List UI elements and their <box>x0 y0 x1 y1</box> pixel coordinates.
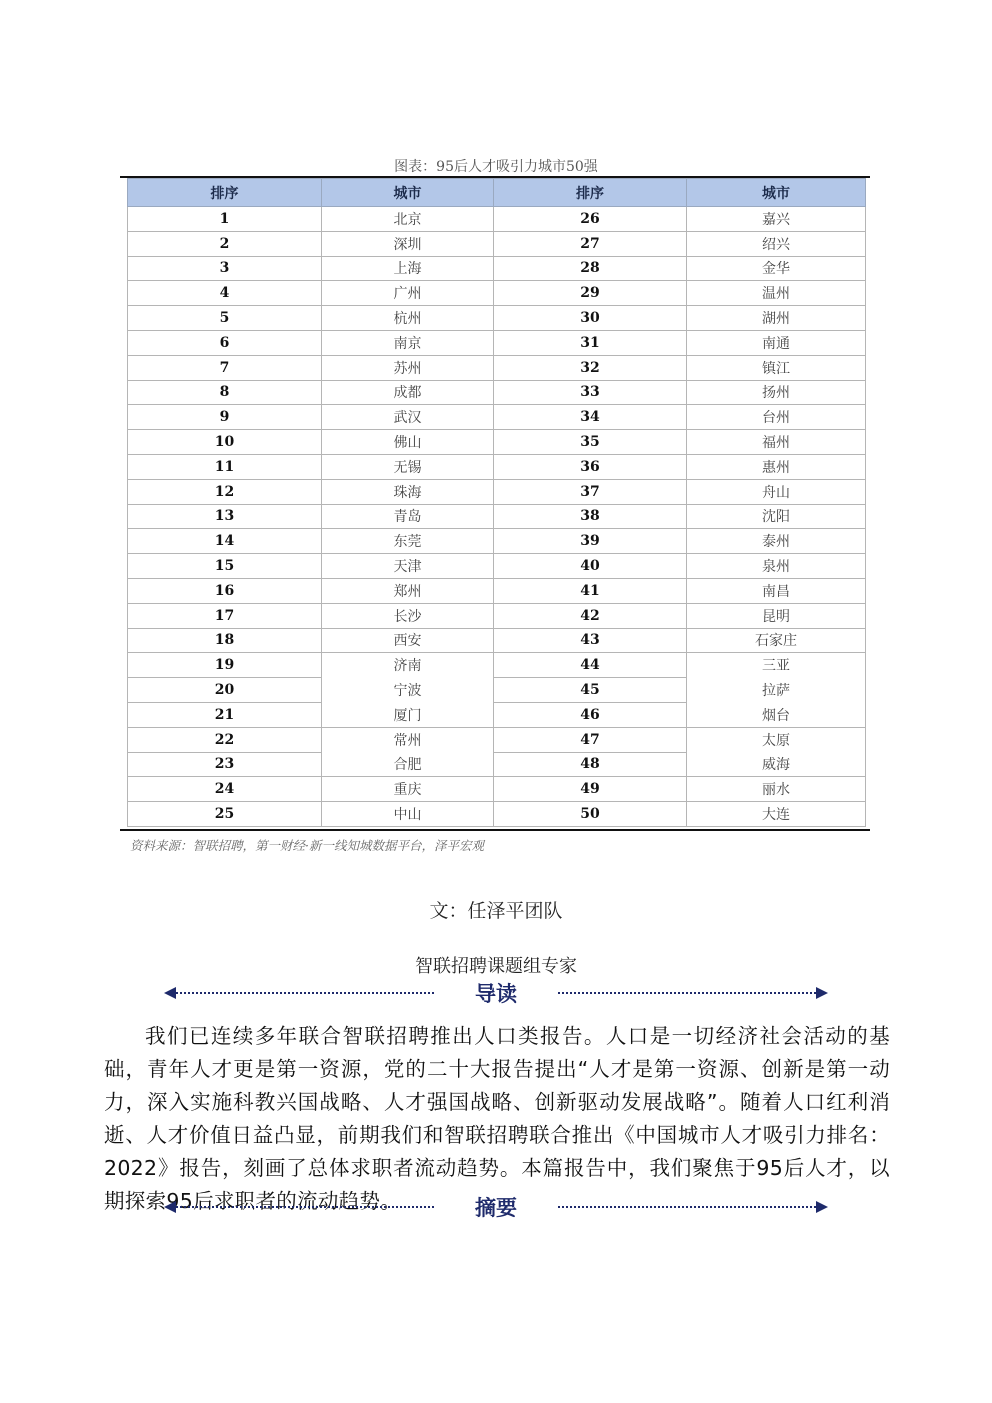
cell-rank-left: 20 <box>128 678 322 703</box>
cell-city-right: 烟台 <box>687 702 866 727</box>
table-row <box>128 405 866 430</box>
dotted-line-right <box>558 1206 816 1208</box>
table-row <box>128 281 866 306</box>
header-rank-right: 排序 <box>494 179 687 207</box>
author-line: 文：任泽平团队 <box>429 900 563 922</box>
cell-city-right: 拉萨 <box>687 678 866 703</box>
cell-rank-right: 48 <box>494 752 687 777</box>
cell-city-left: 北京 <box>322 207 494 232</box>
table-row <box>128 578 866 603</box>
cell-rank-right: 35 <box>494 430 687 455</box>
cell-city-right: 嘉兴 <box>687 207 866 232</box>
cell-rank-right: 37 <box>494 479 687 504</box>
cell-rank-right: 47 <box>494 727 687 752</box>
cell-rank-right: 44 <box>494 653 687 678</box>
intro-heading: 导读 <box>475 982 517 1006</box>
intro-paragraph: 我们已连续多年联合智联招聘推出人口类报告。人口是一切经济社会活动的基础，青年人才更是第一资源，党的二十大报告提出“人才是第一资源、创新是第一动力，深入实施科教兴国战略、人才强国战略、创新驱动发展战略”。随着人口红利消逝、人才价值日益凸显，前期我们和智联招聘联合推出《中国城市人才吸引力排名：2022》报告，刻画了总体求职者流动趋势。本篇报告中，我们聚焦于95后人才，以期探索95后求职者的流动趋势。 <box>104 1024 890 1213</box>
cell-rank-left: 6 <box>128 330 322 355</box>
cell-city-left: 常州 <box>322 727 494 752</box>
cell-city-left: 深圳 <box>322 231 494 256</box>
cell-city-right: 大连 <box>687 802 866 827</box>
cell-rank-right: 39 <box>494 529 687 554</box>
cell-city-right: 三亚 <box>687 653 866 678</box>
cell-rank-left: 1 <box>128 207 322 232</box>
cell-city-right: 温州 <box>687 281 866 306</box>
cell-rank-right: 36 <box>494 454 687 479</box>
cell-rank-left: 22 <box>128 727 322 752</box>
cell-city-left: 广州 <box>322 281 494 306</box>
cell-city-left: 西安 <box>322 628 494 653</box>
cell-city-left: 上海 <box>322 256 494 281</box>
cell-city-left: 郑州 <box>322 578 494 603</box>
cell-city-left: 济南 <box>322 653 494 678</box>
cell-city-right: 丽水 <box>687 777 866 802</box>
table-row <box>128 554 866 579</box>
table-row <box>128 628 866 653</box>
cell-rank-left: 8 <box>128 380 322 405</box>
cell-city-right: 扬州 <box>687 380 866 405</box>
cell-rank-left: 16 <box>128 578 322 603</box>
ranking-table <box>127 178 866 827</box>
cell-city-right: 福州 <box>687 430 866 455</box>
cell-rank-left: 24 <box>128 777 322 802</box>
cell-city-left: 重庆 <box>322 777 494 802</box>
cell-rank-left: 7 <box>128 355 322 380</box>
table-row <box>128 207 866 232</box>
cell-rank-left: 11 <box>128 454 322 479</box>
cell-rank-left: 3 <box>128 256 322 281</box>
cell-city-left: 成都 <box>322 380 494 405</box>
cell-city-left: 南京 <box>322 330 494 355</box>
table-row <box>128 306 866 331</box>
table-bottom-rule <box>120 829 870 831</box>
cell-rank-right: 34 <box>494 405 687 430</box>
cell-rank-right: 26 <box>494 207 687 232</box>
cell-city-left: 佛山 <box>322 430 494 455</box>
cell-city-right: 金华 <box>687 256 866 281</box>
cell-rank-right: 32 <box>494 355 687 380</box>
cell-city-left: 杭州 <box>322 306 494 331</box>
cell-city-right: 湖州 <box>687 306 866 331</box>
cell-rank-left: 5 <box>128 306 322 331</box>
cell-rank-right: 27 <box>494 231 687 256</box>
cell-rank-left: 2 <box>128 231 322 256</box>
table-row <box>128 702 866 727</box>
table-row <box>128 380 866 405</box>
table-row <box>128 430 866 455</box>
cell-city-left: 宁波 <box>322 678 494 703</box>
cell-city-left: 合肥 <box>322 752 494 777</box>
intro-heading-divider <box>164 978 828 1008</box>
cell-rank-right: 31 <box>494 330 687 355</box>
table-body <box>128 207 866 827</box>
table-row <box>128 802 866 827</box>
table-row <box>128 653 866 678</box>
cell-city-right: 泰州 <box>687 529 866 554</box>
cell-city-right: 石家庄 <box>687 628 866 653</box>
cell-rank-right: 49 <box>494 777 687 802</box>
cell-rank-right: 41 <box>494 578 687 603</box>
cell-rank-right: 45 <box>494 678 687 703</box>
cell-city-right: 镇江 <box>687 355 866 380</box>
table-row <box>128 752 866 777</box>
arrow-right-icon <box>816 987 828 999</box>
cell-rank-left: 18 <box>128 628 322 653</box>
table-row <box>128 603 866 628</box>
table-row <box>128 529 866 554</box>
table-row <box>128 504 866 529</box>
cell-rank-left: 21 <box>128 702 322 727</box>
cell-rank-left: 4 <box>128 281 322 306</box>
table-row <box>128 355 866 380</box>
table-header-row <box>128 179 866 207</box>
cell-city-right: 舟山 <box>687 479 866 504</box>
cell-rank-right: 43 <box>494 628 687 653</box>
cell-city-right: 沈阳 <box>687 504 866 529</box>
table-row <box>128 777 866 802</box>
source-note: 资料来源：智联招聘，第一财经·新一线知城数据平台，泽平宏观 <box>130 838 484 853</box>
cell-rank-right: 30 <box>494 306 687 331</box>
cell-city-right: 泉州 <box>687 554 866 579</box>
cell-rank-left: 13 <box>128 504 322 529</box>
cell-city-left: 无锡 <box>322 454 494 479</box>
cell-city-right: 南通 <box>687 330 866 355</box>
summary-heading: 摘要 <box>475 1196 517 1220</box>
cell-city-right: 台州 <box>687 405 866 430</box>
arrow-right-icon <box>816 1201 828 1213</box>
cell-rank-right: 33 <box>494 380 687 405</box>
cell-rank-left: 12 <box>128 479 322 504</box>
cell-rank-right: 46 <box>494 702 687 727</box>
header-rank-left: 排序 <box>128 179 322 207</box>
dotted-line-right <box>558 992 816 994</box>
cell-rank-left: 10 <box>128 430 322 455</box>
cell-rank-left: 25 <box>128 802 322 827</box>
cell-rank-left: 23 <box>128 752 322 777</box>
ranking-table-container <box>120 176 870 831</box>
table-row <box>128 727 866 752</box>
cell-city-right: 南昌 <box>687 578 866 603</box>
table-caption: 图表：95后人才吸引力城市50强 <box>394 159 598 175</box>
cell-city-left: 武汉 <box>322 405 494 430</box>
cell-rank-right: 29 <box>494 281 687 306</box>
cell-rank-right: 40 <box>494 554 687 579</box>
cell-city-left: 中山 <box>322 802 494 827</box>
table-row <box>128 330 866 355</box>
cell-city-right: 昆明 <box>687 603 866 628</box>
header-city-left: 城市 <box>322 179 494 207</box>
cell-rank-right: 38 <box>494 504 687 529</box>
cell-city-left: 天津 <box>322 554 494 579</box>
cell-rank-right: 28 <box>494 256 687 281</box>
cell-rank-left: 15 <box>128 554 322 579</box>
cell-city-left: 青岛 <box>322 504 494 529</box>
summary-heading-divider <box>164 1192 828 1222</box>
cell-rank-left: 19 <box>128 653 322 678</box>
table-row <box>128 479 866 504</box>
cell-rank-left: 17 <box>128 603 322 628</box>
cell-city-right: 太原 <box>687 727 866 752</box>
cell-city-left: 珠海 <box>322 479 494 504</box>
cell-city-left: 东莞 <box>322 529 494 554</box>
cell-city-left: 厦门 <box>322 702 494 727</box>
cell-rank-right: 50 <box>494 802 687 827</box>
cell-city-left: 苏州 <box>322 355 494 380</box>
cell-city-right: 威海 <box>687 752 866 777</box>
cell-rank-left: 14 <box>128 529 322 554</box>
table-row <box>128 256 866 281</box>
cell-city-right: 惠州 <box>687 454 866 479</box>
cell-city-right: 绍兴 <box>687 231 866 256</box>
table-row <box>128 454 866 479</box>
cell-city-left: 长沙 <box>322 603 494 628</box>
table-row <box>128 678 866 703</box>
cell-rank-left: 9 <box>128 405 322 430</box>
header-city-right: 城市 <box>687 179 866 207</box>
cell-rank-right: 42 <box>494 603 687 628</box>
team-line: 智联招聘课题组专家 <box>415 956 577 977</box>
table-row <box>128 231 866 256</box>
